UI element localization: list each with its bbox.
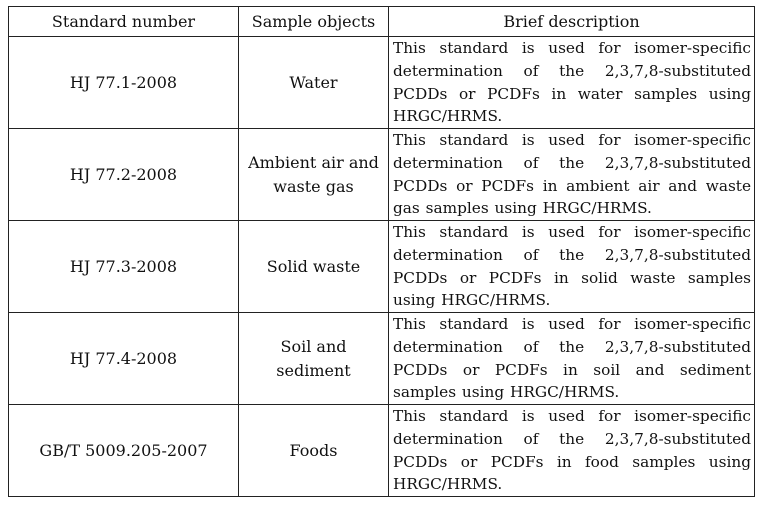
standard-number-cell: HJ 77.2-2008 — [9, 129, 239, 221]
description-cell: This standard is used for isomer-specific determination of the 2,3,7,8-substituted PCDDs or PCDFs in ambient air and waste gas samples using HRGC/HRMS. — [389, 129, 755, 221]
header-brief-description: Brief description — [389, 7, 755, 37]
standard-number-cell: GB/T 5009.205-2007 — [9, 405, 239, 497]
description-cell: This standard is used for isomer-specific determination of the 2,3,7,8-substituted PCDDs or PCDFs in solid waste samples using HRGC/HRMS. — [389, 221, 755, 313]
table-row — [9, 405, 755, 497]
table-row — [9, 37, 755, 129]
table-row — [9, 313, 755, 405]
standards-table — [8, 6, 755, 497]
sample-object-cell: Solid waste — [239, 221, 389, 313]
sample-object-cell: Soil and sediment — [239, 313, 389, 405]
sample-object-cell: Foods — [239, 405, 389, 497]
table-row — [9, 221, 755, 313]
header-standard-number: Standard number — [9, 7, 239, 37]
header-row — [9, 7, 755, 37]
description-cell: This standard is used for isomer-specific determination of the 2,3,7,8-substituted PCDDs or PCDFs in soil and sediment samples using HRGC/HRMS. — [389, 313, 755, 405]
standard-number-cell: HJ 77.4-2008 — [9, 313, 239, 405]
description-cell: This standard is used for isomer-specific determination of the 2,3,7,8-substituted PCDDs or PCDFs in water samples using HRGC/HRMS. — [389, 37, 755, 129]
description-cell: This standard is used for isomer-specific determination of the 2,3,7,8-substituted PCDDs or PCDFs in food samples using HRGC/HRMS. — [389, 405, 755, 497]
header-sample-objects: Sample objects — [239, 7, 389, 37]
standard-number-cell: HJ 77.1-2008 — [9, 37, 239, 129]
sample-object-cell: Ambient air and waste gas — [239, 129, 389, 221]
standard-number-cell: HJ 77.3-2008 — [9, 221, 239, 313]
table-row — [9, 129, 755, 221]
sample-object-cell: Water — [239, 37, 389, 129]
